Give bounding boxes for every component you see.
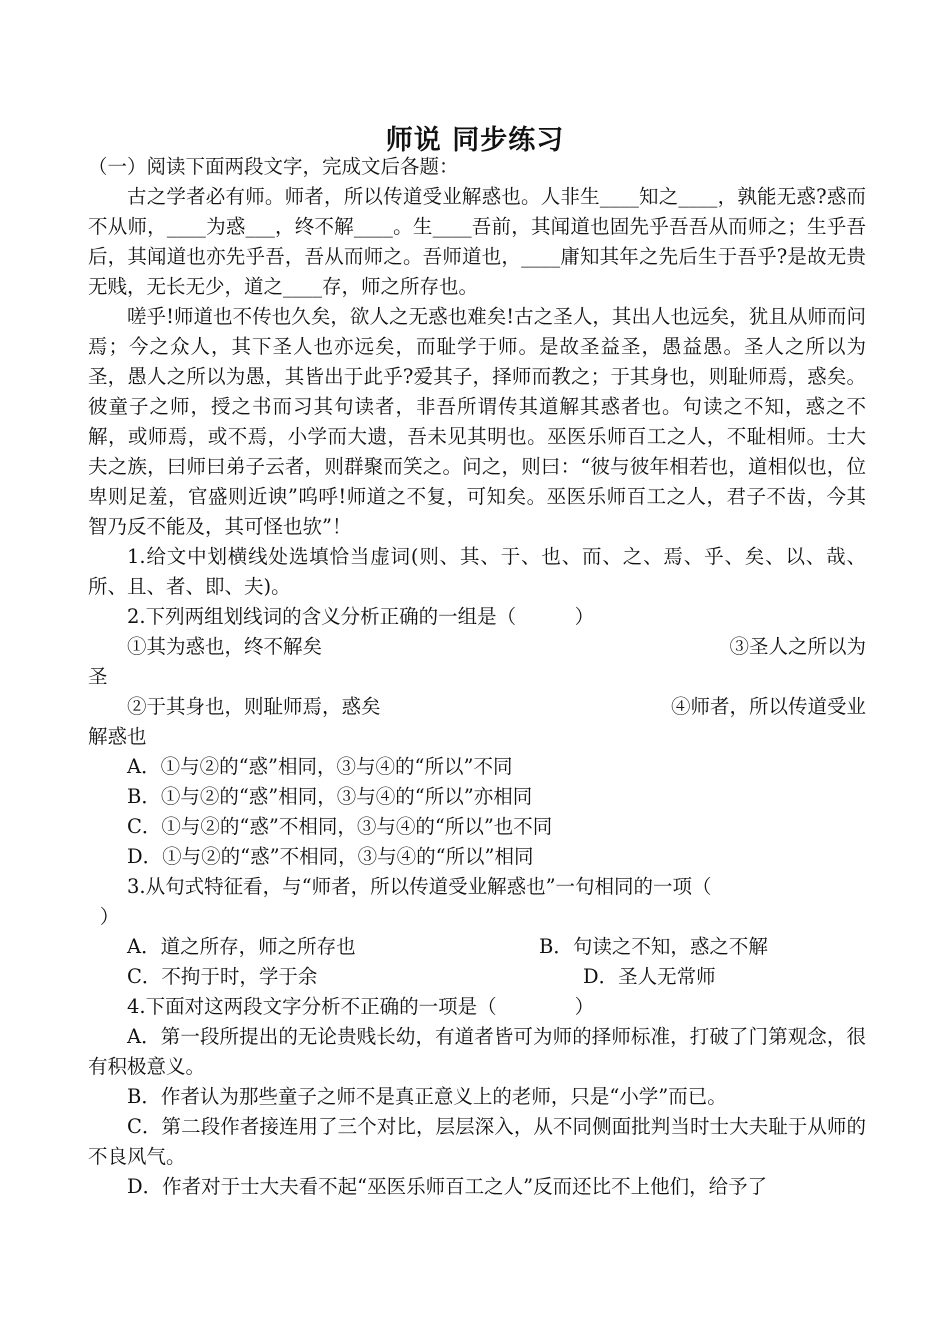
q2-item-4: ④师者，所以传道受业 xyxy=(670,695,866,718)
q2-item-3-continued: 圣 xyxy=(88,665,108,688)
q2-option-b: B．①与②的“惑”相同，③与④的“所以”亦相同 xyxy=(127,785,533,808)
q4-option-d: D．作者对于士大夫看不起“巫医乐师百工之人”反而还比不上他们，给予了 xyxy=(127,1175,768,1198)
passage-paragraph-2: 嗟乎!师道也不传也久矣，欲人之无惑也难矣!古之圣人，其出人也远矣，犹且从师而问焉；今之众人，其下圣人也亦远矣，而耻学于师。是故圣益圣，愚益愚。圣人之所以为圣，愚人之所以为愚，其皆出于此乎?爱其子，择师而教之；于其身也，则耻师焉，惑矣。彼童子之师，授之书而习其句读者，非吾所谓传其道解其惑者也。句读之不知，惑之不解，或师焉，或不焉，小学而大遗，吾未见其明也。巫医乐师百工之人，不耻相师。士大夫之族，曰师曰弟子云者，则群聚而笑之。问之，则曰：“彼与彼年相若也，道相似也，位卑则足羞，官盛则近谀”呜呼!师道之不复，可知矣。巫医乐师百工之人，君子不齿，今其智乃反不能及，其可怪也欤”！ xyxy=(88,305,866,538)
question-2-stem: 2.下列两组划线词的含义分析正确的一组是（ ） xyxy=(127,605,595,628)
q2-option-d: D．①与②的“惑”不相同，③与④的“所以”相同 xyxy=(127,845,534,868)
q4-option-b: B．作者认为那些童子之师不是真正意义上的老师，只是“小学”而已。 xyxy=(127,1085,727,1108)
question-2-row-2 xyxy=(88,692,866,722)
document-body xyxy=(88,152,866,1202)
question-3-row-1 xyxy=(88,932,866,962)
q3-option-d: D．圣人无常师 xyxy=(583,965,716,988)
section-intro: （一）阅读下面两段文字，完成文后各题： xyxy=(88,155,459,178)
q3-option-c: C．不拘于时，学于余 xyxy=(127,965,318,988)
q2-item-4-continued: 解惑也 xyxy=(88,725,147,748)
q2-item-1: ①其为惑也，终不解矣 xyxy=(127,635,323,658)
question-2-row-1 xyxy=(88,632,866,662)
q2-option-c: C．①与②的“惑”不相同，③与④的“所以”也不同 xyxy=(127,815,553,838)
q4-option-a: A．第一段所提出的无论贵贱长幼，有道者皆可为师的择师标准，打破了门第观念，很有积极意义。 xyxy=(88,1025,866,1078)
page-title: 师说 同步练习 xyxy=(385,125,565,156)
question-3-row-2 xyxy=(88,962,866,992)
q2-option-a: A．①与②的“惑”相同，③与④的“所以”不同 xyxy=(127,755,513,778)
q4-option-c: C．第二段作者接连用了三个对比，层层深入，从不同侧面批判当时士大夫耻于从师的不良风气。 xyxy=(88,1115,866,1168)
question-1: 1.给文中划横线处选填恰当虚词(则、其、于、也、而、之、焉、乎、矣、以、哉、所、且、者、即、夫)。 xyxy=(88,545,866,598)
question-3-stem: 3.从句式特征看，与“师者，所以传道受业解惑也”一句相同的一项（ xyxy=(127,875,712,898)
q3-option-b: B．句读之不知，惑之不解 xyxy=(539,935,768,958)
q2-item-3: ③圣人之所以为 xyxy=(729,635,866,658)
passage-paragraph-1: 古之学者必有师。师者，所以传道受业解惑也。人非生____知之____，孰能无惑?惑而不从师，____为惑___，终不解____。生____吾前，其闻道也固先乎吾吾从而师之；生乎吾后，其闻道也亦先乎吾，吾从而师之。吾师道也，____庸知其年之先后生于吾乎?是故无贵无贱，无长无少，道之____存，师之所存也。 xyxy=(88,185,866,298)
q3-option-a: A．道之所存，师之所存也 xyxy=(127,935,356,958)
question-3-stem-continued: ） xyxy=(99,905,120,928)
q2-item-2: ②于其身也，则耻师焉，惑矣 xyxy=(127,695,381,718)
question-4-stem: 4.下面对这两段文字分析不正确的一项是（ ） xyxy=(127,995,595,1018)
